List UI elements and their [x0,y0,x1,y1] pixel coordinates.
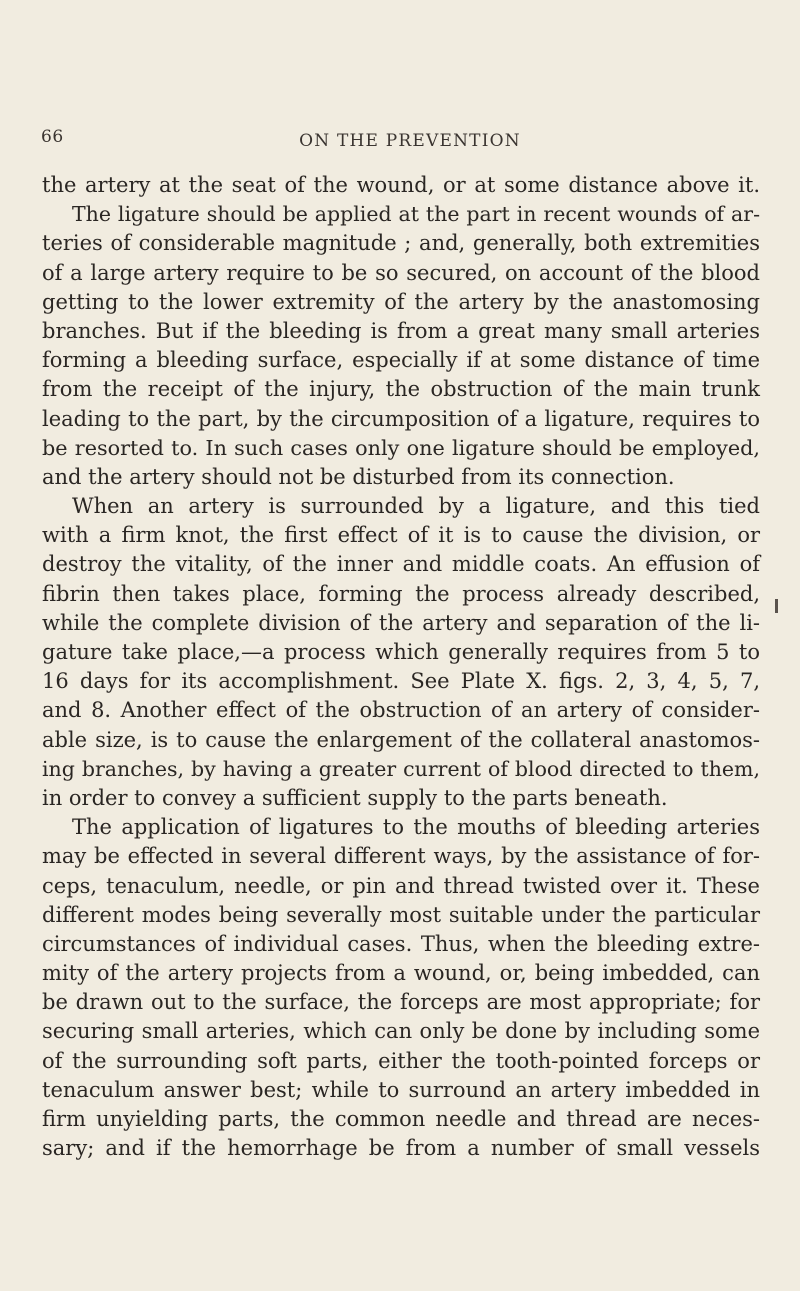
text-line-3: teries of considerable magnitude ; and, generally, both extremities [42,231,760,256]
text-line-22: in order to convey a sufficient supply to the parts beneath. [42,785,668,810]
text-line-18: 16 days for its accomplishment. See Plate X. figs. 2, 3, 4, 5, 7, [42,669,760,694]
text-line-33: firm unyielding parts, the common needle and thread are neces- [42,1107,760,1131]
running-head: ON THE PREVENTION [299,131,521,151]
text-line-25: ceps, tenaculum, needle, or pin and thread twisted over it. These [42,873,760,898]
text-line-30: securing small arteries, which can only be done by including some [42,1019,760,1044]
text-line-19: and 8. Another effect of the obstruction of an artery of consider- [42,698,760,723]
text-line-9: leading to the part, by the circumposition of a ligature, requires to [42,406,760,431]
text-line-32: tenaculum answer best; while to surround an artery imbedded in [42,1077,760,1102]
text-line-2: The ligature should be applied at the part in recent wounds of ar- [72,202,760,227]
text-line-26: different modes being severally most suitable under the particular [42,902,760,927]
text-line-29: be drawn out to the surface, the forceps are most appropriate; for [42,990,760,1015]
text-line-20: able size, is to cause the enlargement of the collateral anastomos- [42,727,760,752]
text-line-21: ing branches, by having a greater current of blood directed to them, [42,756,760,781]
text-line-27: circumstances of individual cases. Thus, when the bleeding extre- [42,931,760,956]
text-line-13: with a firm knot, the first effect of it is to cause the division, or [42,523,760,548]
text-line-8: from the receipt of the injury, the obstruction of the main trunk [42,377,760,402]
text-line-4: of a large artery require to be so secured, on account of the blood [42,260,760,285]
text-line-24: may be effected in several different ways, by the assistance of for- [42,844,760,869]
text-line-14: destroy the vitality, of the inner and middle coats. An effusion of [42,552,760,577]
text-line-11: and the artery should not be disturbed from its connection. [42,464,675,489]
text-line-16: while the complete division of the artery and separation of the li- [42,610,760,635]
text-line-23: The application of ligatures to the mouths of bleeding arteries [72,815,760,840]
text-line-31: of the surrounding soft parts, either the tooth-pointed forceps or [42,1048,760,1073]
text-line-15: fibrin then takes place, forming the process already described, [42,581,760,606]
text-line-5: getting to the lower extremity of the artery by the anastomosing [42,289,760,314]
text-line-28: mity of the artery projects from a wound, or, being imbedded, can [42,961,760,986]
body-text [42,171,760,1163]
margin-mark [775,599,778,613]
page-number: 66 [41,127,64,147]
text-line-7: forming a bleeding surface, especially if at some distance of time [42,348,760,373]
text-line-17: gature take place,—a process which generally requires from 5 to [42,640,760,664]
text-line-10: be resorted to. In such cases only one ligature should be employed, [42,435,760,460]
text-line-1: the artery at the seat of the wound, or at some distance above it. [42,173,760,197]
text-line-6: branches. But if the bleeding is from a great many small arteries [42,318,760,343]
text-line-34: sary; and if the hemorrhage be from a number of small vessels [42,1136,760,1161]
text-line-12: When an artery is surrounded by a ligature, and this tied [72,494,760,519]
